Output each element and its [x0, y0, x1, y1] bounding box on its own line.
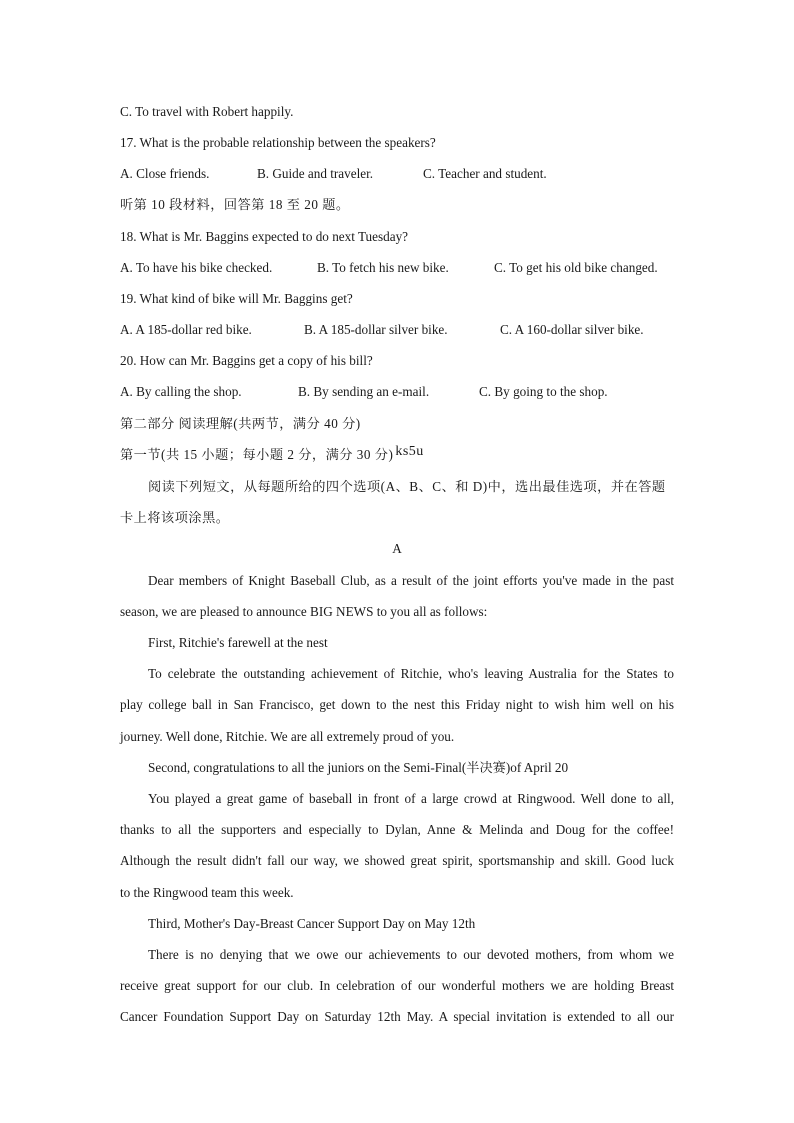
para-3-line-1: You played a great game of baseball in front of a large crowd at Ringwood. Well done to all,: [148, 791, 674, 806]
section-10-instruction: 听第 10 段材料，回答第 18 至 20 题。: [120, 197, 350, 212]
passage-label: A: [392, 541, 402, 556]
q19-options: [120, 322, 674, 338]
para-3-line-3: Although the result didn't fall our way, we showed great spirit, sportsmanship and skill. Good luck: [120, 853, 674, 868]
para-3-line-2: thanks to all the supporters and especially to Dylan, Anne & Melinda and Doug for the coffee!: [120, 822, 674, 837]
q20-question: 20. How can Mr. Baggins get a copy of his bill?: [120, 353, 373, 368]
para-4-line-1: There is no denying that we owe our achievements to our devoted mothers, from whom we: [148, 947, 674, 962]
para-2-line-1: To celebrate the outstanding achievement of Ritchie, who's leaving Australia for the States to: [148, 666, 674, 681]
q17-option-b: B. Guide and traveler.: [257, 166, 374, 181]
q20-options: [120, 384, 674, 400]
para-4-line-3: Cancer Foundation Support Day on Saturday 12th May. A special invitation is extended to all our: [120, 1009, 674, 1024]
q19-option-c: C. A 160-dollar silver bike.: [500, 322, 644, 337]
para-1-line-2: season, we are pleased to announce BIG NEWS to you all as follows:: [120, 604, 488, 619]
section-1-text: 第一节(共 15 小题；每小题 2 分，满分 30 分): [120, 447, 394, 462]
heading-third: Third, Mother's Day-Breast Cancer Support Day on May 12th: [148, 916, 476, 931]
q18-option-c: C. To get his old bike changed.: [494, 260, 658, 275]
q18-options: [120, 260, 674, 276]
instruction-line-1: 阅读下列短文，从每题所给的四个选项(A、B、C、和 D)中，选出最佳选项，并在答题: [148, 479, 666, 494]
heading-first: First, Ritchie's farewell at the nest: [148, 635, 328, 650]
q18-option-a: A. To have his bike checked.: [120, 260, 273, 275]
para-2-line-2: play college ball in San Francisco, get down to the nest this Friday night to wish him well on his: [120, 697, 674, 712]
q17-options: [120, 166, 674, 182]
q19-question: 19. What kind of bike will Mr. Baggins get?: [120, 291, 353, 306]
q17-question: 17. What is the probable relationship between the speakers?: [120, 135, 436, 150]
q18-option-b: B. To fetch his new bike.: [317, 260, 449, 275]
heading-second: Second, congratulations to all the juniors on the Semi-Final(半决赛)of April 20: [148, 760, 569, 775]
q17-option-c: C. Teacher and student.: [423, 166, 547, 181]
q17-option-a: A. Close friends.: [120, 166, 210, 181]
ks5u-watermark: ks5u: [395, 444, 424, 459]
q20-option-a: A. By calling the shop.: [120, 384, 242, 399]
para-2-line-3: journey. Well done, Ritchie. We are all extremely proud of you.: [120, 729, 455, 744]
para-4-line-2: receive great support for our club. In celebration of our wonderful mothers we are holding Breast: [120, 978, 674, 993]
q16-option-c: C. To travel with Robert happily.: [120, 104, 294, 119]
para-3-line-4: to the Ringwood team this week.: [120, 885, 294, 900]
q20-option-b: B. By sending an e-mail.: [298, 384, 430, 399]
q20-option-c: C. By going to the shop.: [479, 384, 608, 399]
para-1-line-1: Dear members of Knight Baseball Club, as a result of the joint efforts you've made in the past: [148, 573, 674, 588]
section-1-heading: [120, 444, 424, 464]
q19-option-a: A. A 185-dollar red bike.: [120, 322, 252, 337]
q19-option-b: B. A 185-dollar silver bike.: [304, 322, 448, 337]
instruction-line-2: 卡上将该项涂黑。: [120, 510, 230, 525]
q18-question: 18. What is Mr. Baggins expected to do next Tuesday?: [120, 229, 409, 244]
part-2-heading: 第二部分 阅读理解(共两节，满分 40 分): [120, 416, 361, 431]
